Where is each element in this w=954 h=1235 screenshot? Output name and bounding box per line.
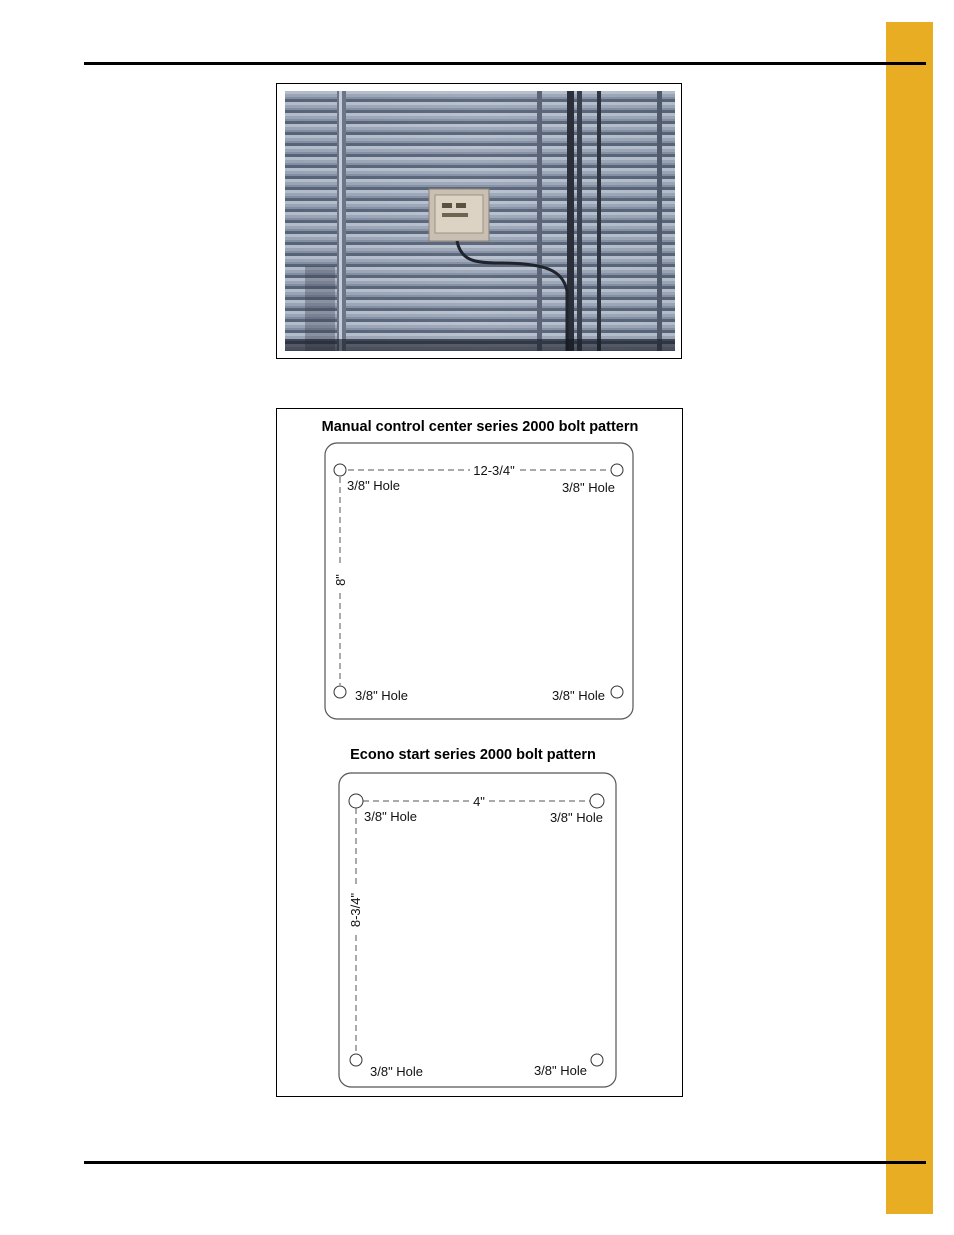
econo-hole-label-bottom-right: 3/8" Hole [533, 1063, 587, 1078]
manual-hole-label-top-right: 3/8" Hole [561, 480, 615, 495]
header-rule [84, 62, 926, 65]
bolt-pattern-drawing [277, 409, 682, 1096]
manual-hole-label-bottom-left: 3/8" Hole [355, 688, 409, 703]
manual-hole-label-top-left: 3/8" Hole [347, 478, 401, 493]
econo-hole-top-left [349, 794, 363, 808]
manual-hole-bottom-left [334, 686, 346, 698]
footer-rule [84, 1161, 926, 1164]
econo-width-dimension: 4" [473, 794, 485, 809]
econo-hole-bottom-left [350, 1054, 362, 1066]
manual-height-dimension: 8" [333, 574, 348, 586]
manual-hole-bottom-right [611, 686, 623, 698]
manual-pattern-title: Manual control center series 2000 bolt pattern [321, 419, 639, 435]
econo-pattern-title: Econo start series 2000 bolt pattern [350, 747, 596, 763]
econo-height-dimension: 8-3/4" [348, 892, 363, 928]
bolt-pattern-figure [276, 408, 683, 1097]
manual-hole-label-bottom-right: 3/8" Hole [551, 688, 605, 703]
chapter-tab [886, 22, 933, 1214]
econo-hole-label-top-left: 3/8" Hole [364, 809, 418, 824]
econo-hole-label-bottom-left: 3/8" Hole [370, 1064, 424, 1079]
control-box-photo [285, 91, 675, 351]
econo-hole-bottom-right [591, 1054, 603, 1066]
manual-hole-top-right [611, 464, 623, 476]
econo-hole-label-top-right: 3/8" Hole [549, 810, 603, 825]
photo-frame [276, 83, 682, 359]
econo-hole-top-right [590, 794, 604, 808]
manual-hole-top-left [334, 464, 346, 476]
manual-width-dimension: 12-3/4" [473, 463, 515, 478]
